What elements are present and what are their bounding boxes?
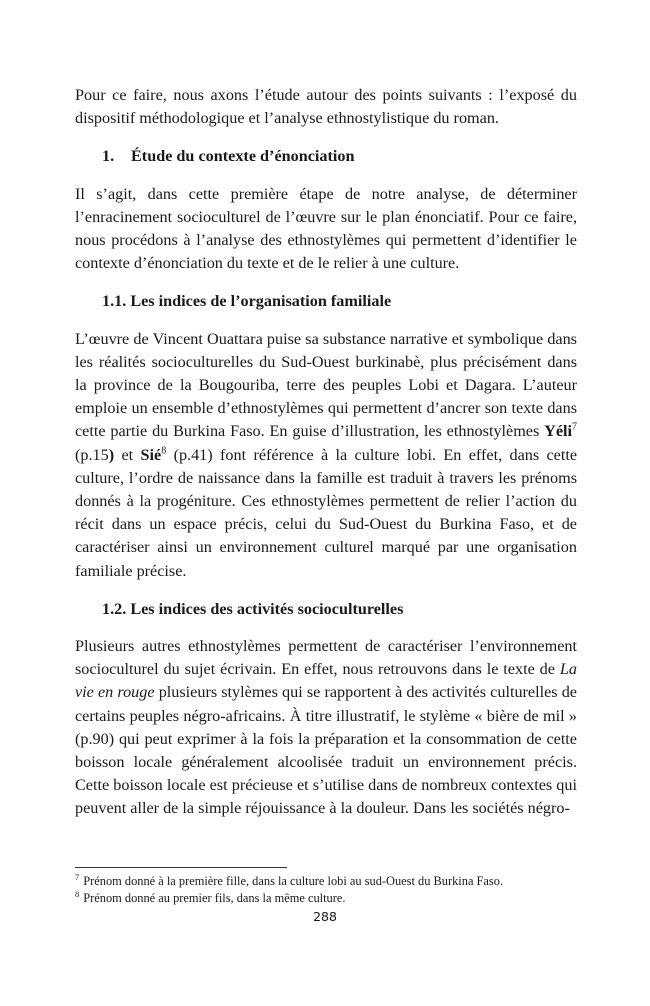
page-body [75, 84, 577, 821]
footnote-mark-7: 7 [75, 871, 80, 882]
footnote-ref-8[interactable]: 8 [161, 445, 167, 457]
page-ref-15: (p.15 [75, 445, 109, 464]
footnote-ref-7[interactable]: 7 [572, 422, 578, 434]
footnote-mark-8: 8 [75, 888, 80, 899]
ethnostyleme-yeli: Yéli [544, 422, 573, 441]
page-number: 288 [313, 909, 337, 924]
footnote-text-8: Prénom donné au premier fils, dans la même culture. [83, 891, 346, 905]
book-title: La vie en rouge [75, 660, 577, 702]
page-ref-15-close: ) [108, 445, 115, 464]
section-heading-1-2: 1.2. Les indices des activités socioculturelles [102, 599, 404, 618]
intro-paragraph: Pour ce faire, nous axons l’étude autour des points suivants : l’exposé du dispositif méthodologique et l’analyse ethnostylistique du roman. [75, 86, 577, 128]
footnote-separator [75, 867, 287, 868]
section-1-paragraph: Il s’agit, dans cette première étape de notre analyse, de déterminer l’enracinement socioculturel de l’œuvre sur le plan énonciatif. Pour ce faire, nous procédons à l’analyse des ethnostylèmes qui permettent d’identifier le contexte d’énonciation du texte et de le relier à une culture. [75, 184, 577, 273]
section-1-1-text-b: font référence à la culture lobi. En effet, dans cette culture, l’ordre de naissance dans la famille est traduit à travers les prénoms donnés à la progéniture. Ces ethnostylèmes permettent de relier l’action du récit dans un espace précis, celui du Sud-Ouest du Burkina Faso, et de caractériser ainsi un environnement culturel marqué par une organisation familiale précise. [75, 445, 578, 580]
footnote-text-7: Prénom donné à la première fille, dans la culture lobi au sud-Ouest du Burkina Faso. [83, 874, 504, 888]
section-1-1-text-a: L’œuvre de Vincent Ouattara puise sa substance narrative et symbolique dans les réalités socioculturelles du Sud-Ouest burkinabè, plus précisément dans la province de la Bougouriba, terre des peuples Lobi et Dagara. L’auteur emploie un ensemble d’ethnostylèmes qui permettent d’ancrer son texte dans cette partie du Burkina Faso. En guise d’illustration, les ethnostylèmes [75, 329, 577, 441]
section-1-2-text-a: Plusieurs autres ethnostylèmes permettent de caractériser l’environnement socioculturel du sujet écrivain. En effet, nous retrouvons dans le texte de [75, 637, 577, 679]
section-number-1: 1. [102, 147, 115, 166]
footnote-7 [75, 873, 585, 890]
section-1-2-text-b: plusieurs stylèmes qui se rapportent à des activités culturelles de certains peuples négro-africains. À titre illustratif, le stylème « bière de mil » (p.90) qui peut exprimer à la fois la préparation et la consommation de cette boisson locale généralement alcoolisée traduit un environnement précis. Cette boisson locale est précieuse et s’utilise dans de nombreux contextes qui peuvent aller de la simple réjouissance à la douleur. Dans les sociétés négro- [75, 683, 577, 818]
conjunction-et: et [121, 445, 134, 464]
page-ref-41: (p.41) [173, 445, 213, 464]
section-heading-1-1: 1.1. Les indices de l’organisation familiale [102, 292, 392, 311]
ethnostyleme-sie: Sié [140, 445, 162, 464]
section-1-2-paragraph [75, 635, 577, 821]
footnote-8 [75, 890, 585, 907]
section-title-1: Étude du contexte d’énonciation [131, 147, 355, 166]
section-1-1-paragraph [75, 328, 577, 583]
footnotes [75, 873, 585, 907]
section-heading-1 [75, 145, 577, 168]
